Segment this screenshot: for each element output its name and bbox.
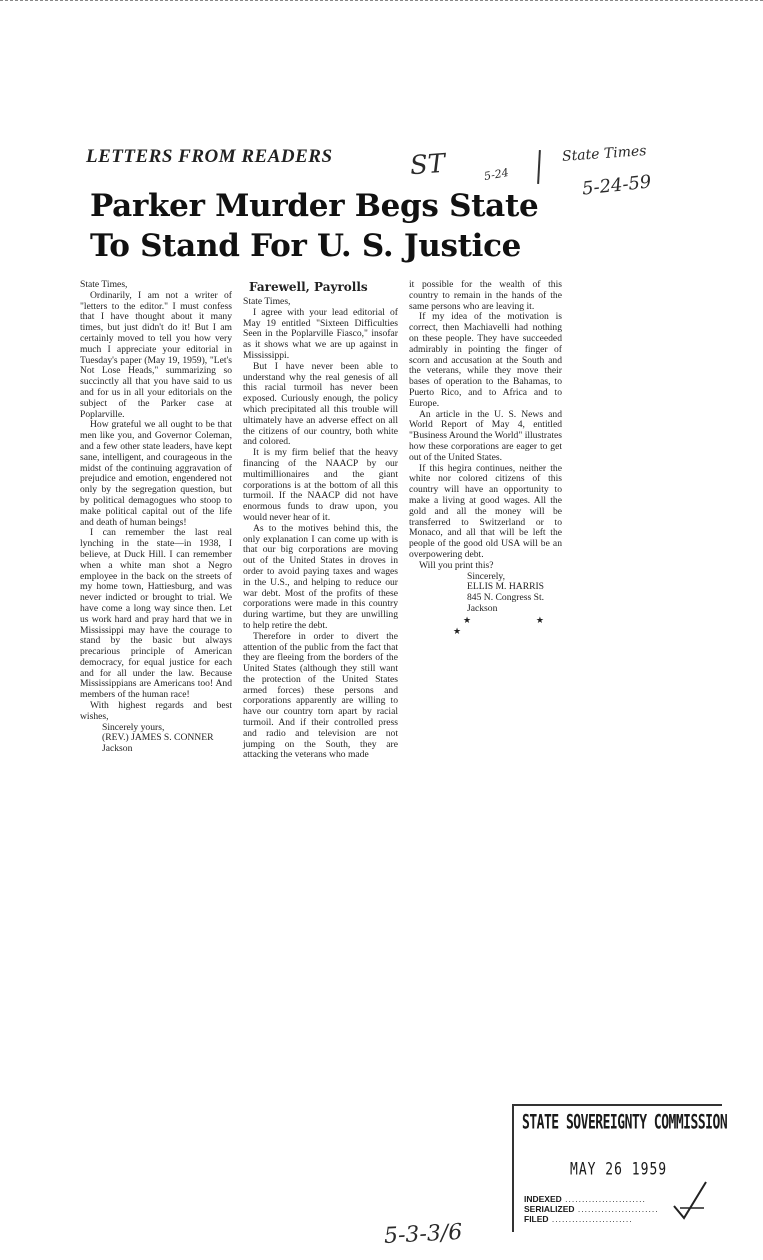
letter-paragraph: Therefore in order to divert the attention of the public from the fact that they are fleeing from the borders of the United States (although they still want the protection of the United States armed forces) these persons and corporations apparently are willing to have our country torn apart by racial turmoil. And if their controlled press and radio and television are not jumping on the South, they are attacking the veterans who made xyxy=(243,630,398,761)
letter-city: Jackson xyxy=(467,602,498,614)
letter-paragraph: It is my firm belief that the heavy financing of the NAACP by our multimillionaires and the giant corporations is at the bottom of all this turmoil. If the NAACP did not have enormous funds to draw upon, you would never hear of it. xyxy=(243,447,398,523)
letter-column-2 xyxy=(243,280,398,761)
letter-paragraph: How grateful we all ought to be that men like you, and Governor Coleman, and a few other state leaders, have kept sane, intelligent, and courageous in the midst of the continuing aggravation of prejudice and emotion, engendered not only by the segregation question, but by political demagogues who stoop to make political capital out of the life and death of human beings! xyxy=(80,419,232,528)
stamp-fields xyxy=(524,1194,659,1224)
letter-subhead: Farewell, Payrolls xyxy=(249,280,368,294)
stamp-date: MAY 26 1959 xyxy=(570,1160,668,1180)
letter-paragraph: But I have never been able to understand why the real genesis of all this racial turmoil has never been exposed. Curiously enough, the policy which precipitated all this trouble will ultimately have an adverse effect on all the citizens of our country, both white and colored. xyxy=(243,360,398,448)
letter-city: Jackson xyxy=(102,743,133,755)
headline-line-1: Parker Murder Begs State xyxy=(90,188,539,224)
stamp-title: STATE SOVEREIGNTY COMMISSION xyxy=(522,1112,728,1135)
handwritten-source-date: 5-24-59 xyxy=(581,171,653,200)
letter-paragraph: I can remember the last real lynching in the state—in 1938, I believe, at Duck Hill. I can remember when a white man shot a Negro employee in the back on the streets of my home town, Hattiesburg, and was never indicted or brought to trial. We have come a long way since then. Let us work hard and pray hard that we in Mississippi may have the courage to stand by the basic but always precarious principle of American democracy, for equal justice for each and for all under the law. Because Mississippians are Americans too! And members of the human race! xyxy=(80,527,232,701)
letter-signature: (REV.) JAMES S. CONNER xyxy=(102,732,214,744)
letter-closing: Sincerely yours, xyxy=(102,721,165,733)
letter-signature: ELLIS M. HARRIS xyxy=(467,581,545,593)
handwritten-mark-date: 5-24 xyxy=(483,165,510,184)
section-label: LETTERS FROM READERS xyxy=(86,146,333,167)
handwritten-mark: ST xyxy=(408,148,447,182)
letter-paragraph: With highest regards and best wishes, xyxy=(80,700,232,722)
handwritten-divider xyxy=(537,150,541,184)
stamp-field-filed: FILED ..... xyxy=(524,1214,659,1224)
letter-paragraph: it possible for the wealth of this country to remain in the hands of the same persons who are leaving it. xyxy=(409,279,562,312)
letter-paragraph: If my idea of the motivation is correct, then Machiavelli had nothing on these people. They have succeeded admirably in pointing the finger of scorn and accusation at the South and the veterans, while they move their bases of operation to the Bahamas, to Puerto Rico, and to Africa and to Europe. xyxy=(409,311,562,409)
handwritten-source-note: State Times xyxy=(561,143,647,165)
handwritten-file-number: 5-3-3/6 xyxy=(383,1219,463,1250)
letter-paragraph: State Times, xyxy=(80,279,128,290)
letter-paragraph: Ordinarily, I am not a writer of "letters to the editor." I must confess that I have thought about it many times, but just didn't do it! But I am certainly moved to tell you how very much I appreciate your editorial in Tuesday's paper (May 19, 1959), "Let's Not Lose Heads," summarizing so succinctly all that you have said to us and for us in all your editorials on the subject of the Parker case at Poplarville. xyxy=(80,289,232,420)
letter-paragraph: I agree with your lead editorial of May 19 entitled "Sixteen Difficulties Seen in the Poplarville Fiasco," insofar as it shows what we are up against in Mississippi. xyxy=(243,306,398,361)
letter-paragraph: State Times, xyxy=(243,296,291,307)
handwritten-check-icon xyxy=(670,1178,710,1224)
stamp-field-serialized: SERIALIZED ..... xyxy=(524,1204,659,1214)
scan-top-border xyxy=(0,0,763,3)
letter-paragraph: An article in the U. S. News and World Report of May 4, entitled "Business Around the World" illustrates how these corporations are eager to get out of the United States. xyxy=(409,408,562,463)
letter-paragraph: As to the motives behind this, the only explanation I can come up with is that our big corporations are moving out of the United States in droves in order to avoid paying taxes and wages in the U.S., and helping to reduce our war debt. Most of the profits of these corporations were made in this country during wartime, but they are unwilling to help retire the debt. xyxy=(243,522,398,631)
stamp-field-indexed: INDEXED ..... xyxy=(524,1194,659,1204)
letter-paragraph: If this hegira continues, neither the white nor colored citizens of this country will have an opportunity to make a living at good wages. All the gold and all the money will be transferred to Switzerland or to Monaco, and all that will be left the people of the good old USA will be an overpowering debt. xyxy=(409,462,562,560)
headline-line-2: To Stand For U. S. Justice xyxy=(90,228,522,264)
letter-column-1 xyxy=(80,280,232,755)
letter-paragraph: Will you print this? xyxy=(419,559,494,571)
letter-column-3 xyxy=(409,280,562,636)
star-divider: ★ ★ ★ xyxy=(453,614,562,636)
letter-address: 845 N. Congress St. xyxy=(467,592,545,604)
headline xyxy=(90,186,560,266)
letter-closing: Sincerely, xyxy=(467,570,506,582)
